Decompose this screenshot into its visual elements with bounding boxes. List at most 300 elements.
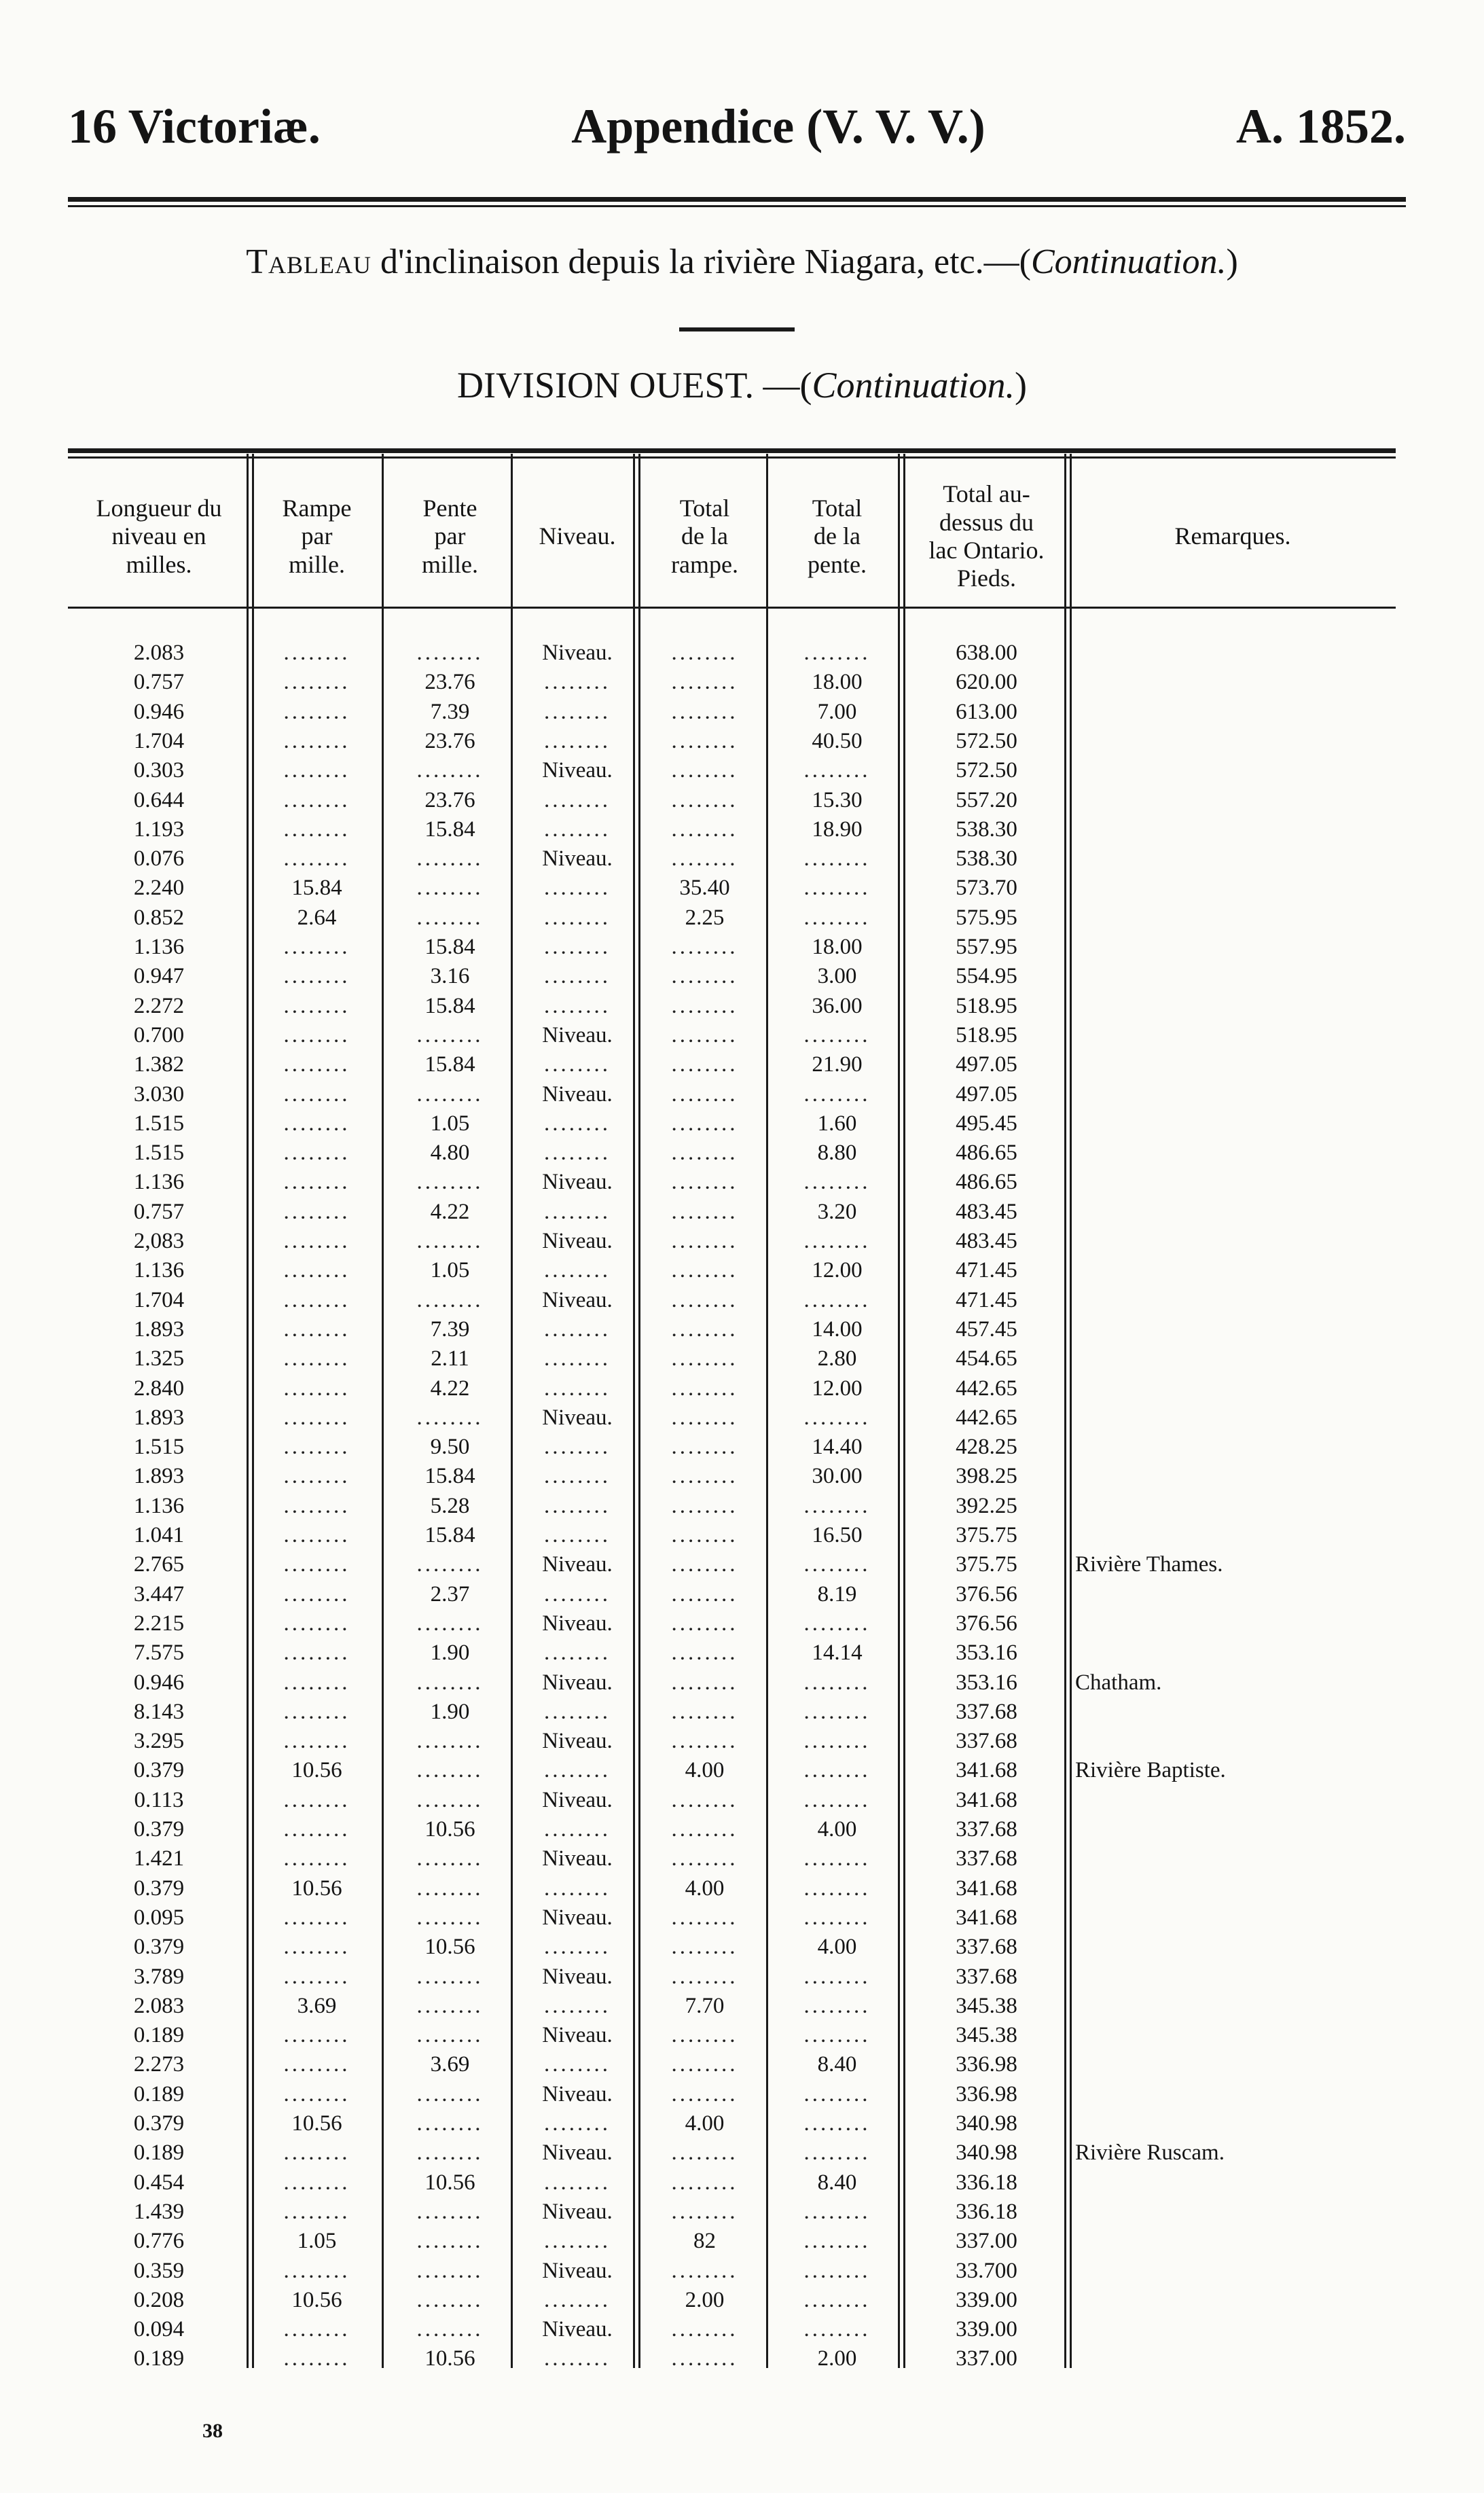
cell-length: 0.700	[133, 1022, 185, 1047]
leader-dots: ........	[544, 1758, 611, 1783]
leader-dots: ........	[803, 758, 871, 783]
leader-dots: ........	[416, 1170, 484, 1195]
cell-total-ontario: 340.98	[956, 2111, 1017, 2136]
leader-dots: ........	[283, 2199, 350, 2224]
cell-length: 7.575	[133, 1640, 185, 1666]
cell-total-ontario: 518.95	[956, 1022, 1017, 1047]
cell-total-ontario: 336.98	[956, 2081, 1017, 2106]
leader-dots: ........	[544, 1493, 611, 1518]
leader-dots: ........	[283, 1581, 350, 1607]
leader-dots: ........	[544, 1346, 611, 1371]
column-header-length	[68, 469, 250, 605]
cell-pente: 3.16	[430, 964, 470, 989]
leader-dots: ........	[416, 1787, 484, 1812]
leader-dots: ........	[803, 1905, 871, 1930]
column-rule	[638, 454, 640, 2368]
leader-dots: ........	[544, 876, 611, 901]
leader-dots: ........	[283, 641, 350, 665]
cell-remarques: Rivière Thames.	[1075, 1552, 1223, 1577]
cell-length: 1.893	[133, 1316, 185, 1342]
cell-total-ontario: 341.68	[956, 1905, 1017, 1930]
running-head	[68, 99, 1406, 154]
leader-dots: ........	[283, 1229, 350, 1253]
cell-pente: 23.76	[424, 787, 475, 812]
leader-dots: ........	[671, 1022, 738, 1047]
cell-pente: 4.22	[430, 1199, 470, 1224]
cell-length: 1.893	[133, 1405, 185, 1430]
cell-pente: 3.69	[430, 2052, 470, 2077]
cell-pente: 7.39	[430, 1316, 470, 1342]
cell-pente: 15.84	[424, 1464, 475, 1489]
cell-length: 0.379	[133, 1876, 185, 1901]
cell-total-ontario: 398.25	[956, 1464, 1017, 1489]
leader-dots: ........	[803, 2287, 871, 2312]
cell-total-ontario: 375.75	[956, 1523, 1017, 1547]
leader-dots: ........	[544, 1581, 611, 1607]
cell-pente: 15.84	[424, 993, 475, 1018]
leader-dots: ........	[671, 787, 738, 812]
leader-dots: ........	[671, 964, 738, 989]
leader-dots: ........	[803, 2023, 871, 2048]
cell-total-ontario: 613.00	[956, 699, 1017, 724]
leader-dots: ........	[803, 2081, 871, 2106]
cell-length: 0.303	[133, 758, 185, 783]
cell-total-pente: 1.60	[817, 1111, 857, 1136]
cell-total-ontario: 442.65	[956, 1376, 1017, 1401]
cell-total-pente: 4.00	[817, 1817, 857, 1842]
leader-dots: ........	[416, 641, 484, 665]
cell-length: 1.193	[133, 817, 185, 842]
cell-length: 2.765	[133, 1552, 185, 1577]
cell-total-pente: 2.80	[817, 1346, 857, 1371]
cell-rampe: 10.56	[291, 1876, 342, 1901]
cell-total-ontario: 336.98	[956, 2052, 1017, 2077]
header-rule-top	[68, 197, 1406, 202]
column-rule	[247, 454, 249, 2368]
cell-length: 1.515	[133, 1435, 185, 1460]
cell-pente: 1.90	[430, 1640, 470, 1666]
cell-total-ontario: 336.18	[956, 2170, 1017, 2195]
table-title-text: d'inclinaison depuis la rivière Niagara, etc.—(	[371, 243, 1031, 281]
cell-pente: 7.39	[430, 699, 470, 724]
cell-total-ontario: 442.65	[956, 1405, 1017, 1430]
leader-dots: ........	[283, 1611, 350, 1636]
cell-pente: 4.80	[430, 1141, 470, 1166]
cell-length: 0.379	[133, 2111, 185, 2136]
column-header-label: Total de la rampe.	[671, 494, 738, 578]
cell-length: 1.515	[133, 1141, 185, 1166]
table-title-lead: Tableau	[246, 243, 372, 281]
leader-dots: ........	[671, 935, 738, 959]
cell-niveau: Niveau.	[542, 2317, 613, 2342]
cell-pente: 15.84	[424, 817, 475, 842]
leader-dots: ........	[803, 905, 871, 930]
leader-dots: ........	[544, 905, 611, 930]
leader-dots: ........	[283, 2258, 350, 2283]
leader-dots: ........	[416, 876, 484, 901]
leader-dots: ........	[283, 1435, 350, 1460]
division-dash: —(	[753, 365, 812, 406]
leader-dots: ........	[283, 1699, 350, 1724]
cell-total-ontario: 471.45	[956, 1287, 1017, 1312]
cell-length: 0.947	[133, 964, 185, 989]
leader-dots: ........	[416, 1964, 484, 1989]
cell-length: 0.076	[133, 846, 185, 872]
cell-total-ontario: 337.68	[956, 1729, 1017, 1754]
leader-dots: ........	[416, 1876, 484, 1901]
cell-length: 0.113	[134, 1787, 184, 1812]
cell-pente: 5.28	[430, 1493, 470, 1518]
column-header-label: Total de la pente.	[808, 494, 867, 578]
leader-dots: ........	[283, 993, 350, 1018]
leader-dots: ........	[671, 846, 738, 872]
leader-dots: ........	[283, 787, 350, 812]
cell-length: 1.704	[133, 1287, 185, 1312]
cell-total-ontario: 353.16	[956, 1670, 1017, 1695]
cell-total-pente: 18.00	[812, 935, 863, 959]
leader-dots: ........	[544, 1376, 611, 1401]
column-header-total-pente	[771, 469, 903, 605]
running-head-center: Appendice (V. V. V.)	[571, 99, 985, 154]
leader-dots: ........	[671, 1464, 738, 1489]
cell-total-ontario: 340.98	[956, 2140, 1017, 2166]
leader-dots: ........	[544, 2052, 611, 2077]
leader-dots: ........	[283, 1316, 350, 1342]
leader-dots: ........	[283, 846, 350, 872]
table-title-continuation: Continuation.	[1030, 243, 1227, 281]
leader-dots: ........	[671, 699, 738, 724]
leader-dots: ........	[283, 964, 350, 989]
cell-length: 0.379	[133, 1817, 185, 1842]
cell-length: 2,083	[133, 1229, 185, 1253]
leader-dots: ........	[671, 1846, 738, 1871]
cell-total-pente: 8.80	[817, 1141, 857, 1166]
column-rule	[382, 454, 384, 2368]
cell-length: 2.240	[133, 876, 185, 901]
leader-dots: ........	[671, 1170, 738, 1195]
cell-niveau: Niveau.	[542, 1405, 613, 1430]
title-separator	[679, 327, 795, 331]
column-rule	[766, 454, 768, 2368]
leader-dots: ........	[416, 1022, 484, 1047]
cell-total-rampe: 2.00	[685, 2287, 725, 2312]
cell-niveau: Niveau.	[542, 1729, 613, 1754]
leader-dots: ........	[416, 2287, 484, 2312]
leader-dots: ........	[283, 2023, 350, 2048]
cell-pente: 15.84	[424, 1523, 475, 1547]
column-header-remarques	[1070, 469, 1396, 605]
leader-dots: ........	[283, 1022, 350, 1047]
leader-dots: ........	[671, 2081, 738, 2106]
cell-total-pente: 8.19	[817, 1581, 857, 1607]
leader-dots: ........	[544, 728, 611, 753]
leader-dots: ........	[416, 2111, 484, 2136]
column-header-label: Niveau.	[539, 522, 616, 550]
column-rule	[511, 454, 513, 2368]
cell-niveau: Niveau.	[542, 1964, 613, 1989]
leader-dots: ........	[283, 1670, 350, 1695]
leader-dots: ........	[671, 1581, 738, 1607]
division-continuation: Continuation.	[812, 365, 1015, 406]
leader-dots: ........	[416, 1081, 484, 1107]
cell-niveau: Niveau.	[542, 2258, 613, 2283]
leader-dots: ........	[283, 1111, 350, 1136]
cell-length: 3.789	[133, 1964, 185, 1989]
cell-niveau: Niveau.	[542, 1287, 613, 1312]
cell-niveau: Niveau.	[542, 641, 613, 665]
cell-length: 0.946	[133, 699, 185, 724]
leader-dots: ........	[544, 787, 611, 812]
column-rule	[252, 454, 254, 2368]
cell-pente: 15.84	[424, 935, 475, 959]
cell-length: 0.095	[133, 1905, 185, 1930]
cell-total-ontario: 337.00	[956, 2346, 1017, 2371]
leader-dots: ........	[671, 2052, 738, 2077]
leader-dots: ........	[544, 2111, 611, 2136]
leader-dots: ........	[803, 1081, 871, 1107]
cell-total-ontario: 33.700	[956, 2258, 1017, 2283]
leader-dots: ........	[544, 1876, 611, 1901]
cell-total-pente: 12.00	[812, 1376, 863, 1401]
leader-dots: ........	[803, 2317, 871, 2342]
leader-dots: ........	[803, 2258, 871, 2283]
cell-total-ontario: 557.95	[956, 935, 1017, 959]
leader-dots: ........	[283, 1787, 350, 1812]
leader-dots: ........	[416, 2258, 484, 2283]
leader-dots: ........	[544, 1523, 611, 1547]
leader-dots: ........	[803, 1787, 871, 1812]
cell-total-ontario: 337.68	[956, 1964, 1017, 1989]
division-subtitle	[0, 365, 1484, 406]
cell-total-ontario: 638.00	[956, 641, 1017, 665]
cell-length: 1.136	[133, 1170, 185, 1195]
leader-dots: ........	[803, 876, 871, 901]
cell-total-pente: 15.30	[812, 787, 863, 812]
leader-dots: ........	[803, 1758, 871, 1783]
running-head-right: A. 1852.	[1236, 99, 1406, 154]
leader-dots: ........	[671, 1081, 738, 1107]
leader-dots: ........	[283, 1141, 350, 1166]
column-header-label: Remarques.	[1174, 522, 1291, 550]
leader-dots: ........	[416, 1905, 484, 1930]
leader-dots: ........	[544, 1111, 611, 1136]
leader-dots: ........	[416, 1287, 484, 1312]
cell-total-rampe: 82	[693, 2229, 716, 2254]
cell-total-ontario: 518.95	[956, 993, 1017, 1018]
cell-total-ontario: 575.95	[956, 905, 1017, 930]
leader-dots: ........	[671, 2199, 738, 2224]
cell-length: 1.382	[133, 1052, 185, 1077]
cell-total-ontario: 428.25	[956, 1435, 1017, 1460]
cell-niveau: Niveau.	[542, 1787, 613, 1812]
leader-dots: ........	[416, 1993, 484, 2018]
column-header-label: Total au- dessus du lac Ontario. Pieds.	[928, 480, 1045, 592]
leader-dots: ........	[671, 2140, 738, 2166]
leader-dots: ........	[671, 993, 738, 1018]
leader-dots: ........	[671, 1964, 738, 1989]
leader-dots: ........	[544, 1640, 611, 1666]
cell-total-pente: 14.00	[812, 1316, 863, 1342]
leader-dots: ........	[544, 699, 611, 724]
leader-dots: ........	[283, 1846, 350, 1871]
leader-dots: ........	[544, 1435, 611, 1460]
leader-dots: ........	[283, 1287, 350, 1312]
leader-dots: ........	[283, 1405, 350, 1430]
leader-dots: ........	[544, 1199, 611, 1224]
leader-dots: ........	[283, 2346, 350, 2371]
leader-dots: ........	[671, 817, 738, 842]
cell-total-ontario: 454.65	[956, 1346, 1017, 1371]
cell-total-rampe: 4.00	[685, 1758, 725, 1783]
leader-dots: ........	[671, 1817, 738, 1842]
cell-total-pente: 30.00	[812, 1464, 863, 1489]
leader-dots: ........	[671, 1935, 738, 1960]
cell-length: 0.359	[133, 2258, 185, 2283]
cell-length: 0.757	[133, 670, 185, 695]
cell-total-ontario: 336.18	[956, 2199, 1017, 2224]
cell-length: 0.379	[133, 1935, 185, 1960]
leader-dots: ........	[283, 1523, 350, 1547]
cell-niveau: Niveau.	[542, 1846, 613, 1871]
column-header-pente	[384, 469, 516, 605]
leader-dots: ........	[803, 1170, 871, 1195]
cell-total-pente: 7.00	[817, 699, 857, 724]
leader-dots: ........	[283, 2081, 350, 2106]
page-number: 38	[202, 2420, 223, 2442]
cell-pente: 15.84	[424, 1052, 475, 1077]
leader-dots: ........	[671, 1552, 738, 1577]
leader-dots: ........	[803, 2140, 871, 2166]
leader-dots: ........	[671, 670, 738, 695]
leader-dots: ........	[803, 1876, 871, 1901]
leader-dots: ........	[283, 2170, 350, 2195]
cell-rampe: 10.56	[291, 2111, 342, 2136]
cell-total-rampe: 35.40	[679, 876, 730, 901]
leader-dots: ........	[416, 2199, 484, 2224]
leader-dots: ........	[671, 1611, 738, 1636]
leader-dots: ........	[671, 1141, 738, 1166]
cell-total-ontario: 345.38	[956, 1993, 1017, 2018]
leader-dots: ........	[671, 1199, 738, 1224]
leader-dots: ........	[283, 1081, 350, 1107]
cell-total-ontario: 353.16	[956, 1640, 1017, 1666]
cell-length: 2.273	[133, 2052, 185, 2077]
leader-dots: ........	[671, 2170, 738, 2195]
column-header-label: Rampe par mille.	[282, 494, 352, 578]
cell-rampe: 15.84	[291, 876, 342, 901]
cell-total-ontario: 620.00	[956, 670, 1017, 695]
cell-total-ontario: 497.05	[956, 1081, 1017, 1107]
cell-total-rampe: 4.00	[685, 2111, 725, 2136]
cell-rampe: 2.64	[297, 905, 337, 930]
cell-total-ontario: 495.45	[956, 1111, 1017, 1136]
leader-dots: ........	[671, 1670, 738, 1695]
leader-dots: ........	[671, 2317, 738, 2342]
cell-length: 0.757	[133, 1199, 185, 1224]
leader-dots: ........	[544, 2170, 611, 2195]
leader-dots: ........	[416, 1229, 484, 1253]
cell-total-ontario: 554.95	[956, 964, 1017, 989]
cell-length: 1.136	[133, 1493, 185, 1518]
cell-total-ontario: 345.38	[956, 2023, 1017, 2048]
leader-dots: ........	[283, 1170, 350, 1195]
leader-dots: ........	[671, 1729, 738, 1754]
cell-pente: 1.90	[430, 1699, 470, 1724]
cell-total-ontario: 497.05	[956, 1052, 1017, 1077]
cell-length: 2.840	[133, 1376, 185, 1401]
leader-dots: ........	[803, 2229, 871, 2254]
column-rule	[1070, 454, 1072, 2368]
cell-rampe: 3.69	[297, 1993, 337, 2018]
column-rule	[903, 454, 905, 2368]
cell-total-ontario: 376.56	[956, 1611, 1017, 1636]
leader-dots: ........	[416, 1729, 484, 1754]
cell-length: 1.136	[133, 1258, 185, 1283]
division-close: )	[1015, 365, 1027, 406]
cell-total-ontario: 341.68	[956, 1876, 1017, 1901]
leader-dots: ........	[671, 1493, 738, 1518]
cell-total-ontario: 341.68	[956, 1758, 1017, 1783]
leader-dots: ........	[803, 2111, 871, 2136]
leader-dots: ........	[671, 2346, 738, 2371]
cell-total-ontario: 337.68	[956, 1699, 1017, 1724]
running-head-left: 16 Victoriæ.	[68, 99, 321, 154]
leader-dots: ........	[671, 1905, 738, 1930]
cell-niveau: Niveau.	[542, 2081, 613, 2106]
table-title-close: )	[1226, 243, 1238, 281]
leader-dots: ........	[283, 728, 350, 753]
cell-length: 1.893	[133, 1464, 185, 1489]
leader-dots: ........	[671, 1346, 738, 1371]
cell-total-ontario: 573.70	[956, 876, 1017, 901]
leader-dots: ........	[544, 1935, 611, 1960]
leader-dots: ........	[283, 1052, 350, 1077]
cell-length: 2.083	[133, 641, 185, 665]
leader-dots: ........	[803, 1287, 871, 1312]
cell-length: 0.379	[133, 1758, 185, 1783]
leader-dots: ........	[283, 1346, 350, 1371]
leader-dots: ........	[671, 1229, 738, 1253]
leader-dots: ........	[544, 2287, 611, 2312]
cell-total-pente: 2.00	[817, 2346, 857, 2371]
cell-pente: 1.05	[430, 1258, 470, 1283]
column-header-total-ontario	[903, 469, 1070, 605]
leader-dots: ........	[671, 1405, 738, 1430]
table-rule	[68, 448, 1396, 453]
cell-niveau: Niveau.	[542, 2023, 613, 2048]
cell-pente: 23.76	[424, 670, 475, 695]
leader-dots: ........	[283, 2317, 350, 2342]
cell-length: 2.083	[133, 1993, 185, 2018]
table-rule	[68, 456, 1396, 459]
cell-total-pente: 3.20	[817, 1199, 857, 1224]
cell-total-ontario: 376.56	[956, 1581, 1017, 1607]
header-rule-bottom	[68, 205, 1406, 207]
leader-dots: ........	[544, 1817, 611, 1842]
leader-dots: ........	[803, 641, 871, 665]
leader-dots: ........	[544, 964, 611, 989]
leader-dots: ........	[671, 1376, 738, 1401]
cell-pente: 9.50	[430, 1435, 470, 1460]
leader-dots: ........	[803, 1405, 871, 1430]
cell-total-ontario: 471.45	[956, 1258, 1017, 1283]
leader-dots: ........	[544, 1993, 611, 2018]
leader-dots: ........	[671, 1699, 738, 1724]
cell-niveau: Niveau.	[542, 758, 613, 783]
leader-dots: ........	[283, 1493, 350, 1518]
leader-dots: ........	[803, 1493, 871, 1518]
cell-niveau: Niveau.	[542, 1552, 613, 1577]
